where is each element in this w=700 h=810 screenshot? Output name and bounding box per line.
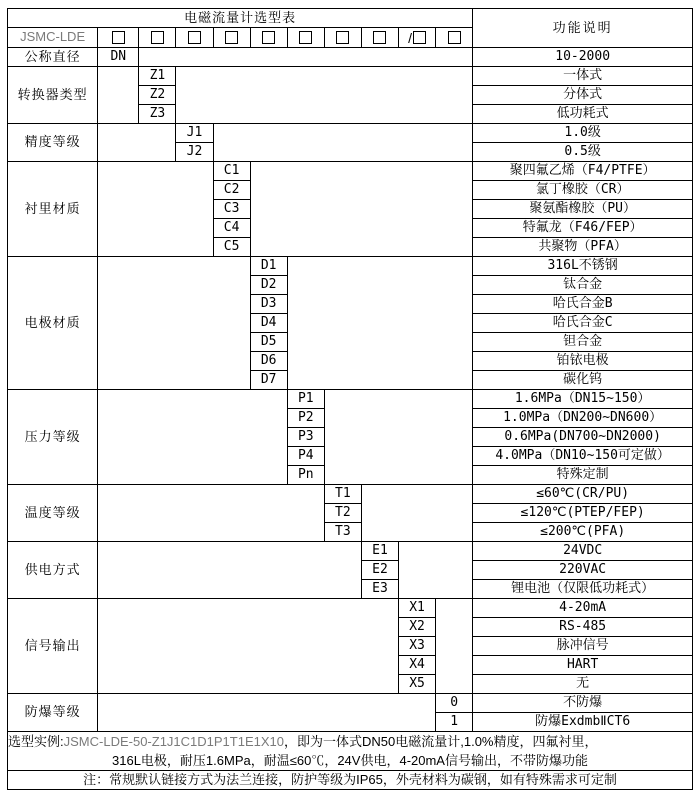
description-cell: 0.5级 xyxy=(473,142,693,161)
checkbox-icon xyxy=(299,31,312,44)
checkbox-icon xyxy=(225,31,238,44)
description-cell: 0.6MPa(DN700~DN2000) xyxy=(473,427,693,446)
description-cell: 4-20mA xyxy=(473,598,693,617)
code-box-cell xyxy=(361,28,398,48)
code-cell: C5 xyxy=(213,237,250,256)
spacer-cell xyxy=(98,693,436,731)
option-row xyxy=(8,598,693,617)
option-row xyxy=(8,693,693,712)
description-cell: 氯丁橡胶（CR） xyxy=(473,180,693,199)
code-box-cell xyxy=(98,28,139,48)
checkbox-icon xyxy=(448,31,461,44)
section-label: 公称直径 xyxy=(8,47,98,66)
code-box-cell xyxy=(176,28,213,48)
code-box-cell xyxy=(436,28,473,48)
option-row xyxy=(8,47,693,66)
description-cell: 分体式 xyxy=(473,85,693,104)
example-line-1 xyxy=(8,732,692,751)
code-box-cell xyxy=(399,28,436,48)
checkbox-icon xyxy=(262,31,275,44)
code-box-cell xyxy=(213,28,250,48)
description-cell: 共聚物（PFA） xyxy=(473,237,693,256)
slash-separator: / xyxy=(408,29,412,46)
example-line-2: 316L电极，耐压1.6MPa，耐温≤60℃，24V供电，4-20mA信号输出，不带防爆功能 xyxy=(112,752,588,768)
description-cell: 24VDC xyxy=(473,541,693,560)
description-cell: 聚四氟乙烯（F4/PTFE） xyxy=(473,161,693,180)
section-label: 防爆等级 xyxy=(8,693,98,731)
spacer-cell xyxy=(98,389,287,484)
code-cell: Z1 xyxy=(139,66,176,85)
checkbox-icon xyxy=(112,31,125,44)
description-cell: 无 xyxy=(473,674,693,693)
code-box-cell xyxy=(139,28,176,48)
description-cell: 脉冲信号 xyxy=(473,636,693,655)
description-cell: ≤200℃(PFA) xyxy=(473,522,693,541)
code-cell: J1 xyxy=(176,123,213,142)
code-cell: T1 xyxy=(324,484,361,503)
description-cell: 防爆ExdmbⅡCT6 xyxy=(473,712,693,731)
section-label: 温度等级 xyxy=(8,484,98,541)
description-cell: 特氟龙（F46/FEP） xyxy=(473,218,693,237)
code-cell: D2 xyxy=(250,275,287,294)
checkbox-icon xyxy=(188,31,201,44)
checkbox-icon xyxy=(336,31,349,44)
table-title: 电磁流量计选型表 xyxy=(8,9,473,28)
code-cell: J2 xyxy=(176,142,213,161)
description-cell: 钛合金 xyxy=(473,275,693,294)
option-row xyxy=(8,123,693,142)
description-cell: 聚氨酯橡胶（PU） xyxy=(473,199,693,218)
option-row xyxy=(8,66,693,85)
description-cell: 哈氏合金C xyxy=(473,313,693,332)
code-cell: D1 xyxy=(250,256,287,275)
option-row xyxy=(8,389,693,408)
code-cell: DN xyxy=(98,47,139,66)
description-cell: 10-2000 xyxy=(473,47,693,66)
spacer-cell xyxy=(399,541,473,598)
description-cell: 220VAC xyxy=(473,560,693,579)
code-cell: P2 xyxy=(287,408,324,427)
section-label: 精度等级 xyxy=(8,123,98,161)
description-cell: 碳化钨 xyxy=(473,370,693,389)
spacer-cell xyxy=(98,484,325,541)
section-label: 压力等级 xyxy=(8,389,98,484)
note-text: 注：常规默认链接方式为法兰连接，防护等级为IP65，外壳材料为碳钢，如有特殊需求可定制 xyxy=(8,770,693,789)
description-cell: 钽合金 xyxy=(473,332,693,351)
selection-example xyxy=(8,731,693,770)
code-cell: X3 xyxy=(399,636,436,655)
spacer-cell xyxy=(98,161,213,256)
code-cell: X1 xyxy=(399,598,436,617)
option-row xyxy=(8,541,693,560)
title-row xyxy=(8,9,693,28)
description-cell: 铂铱电极 xyxy=(473,351,693,370)
spacer-cell xyxy=(213,123,473,161)
option-row xyxy=(8,161,693,180)
section-label: 信号输出 xyxy=(8,598,98,693)
section-label: 供电方式 xyxy=(8,541,98,598)
code-cell: Z2 xyxy=(139,85,176,104)
code-cell: D6 xyxy=(250,351,287,370)
checkbox-icon xyxy=(373,31,386,44)
spacer-cell xyxy=(324,389,472,484)
code-cell: C1 xyxy=(213,161,250,180)
spacer-cell xyxy=(98,541,362,598)
code-box-cell xyxy=(287,28,324,48)
code-cell: T2 xyxy=(324,503,361,522)
checkbox-icon xyxy=(413,31,426,44)
description-cell: 1.0级 xyxy=(473,123,693,142)
code-cell: D5 xyxy=(250,332,287,351)
checkbox-icon xyxy=(151,31,164,44)
example-model-code: JSMC-LDE-50-Z1J1C1D1P1T1E1X10 xyxy=(63,733,284,749)
option-row xyxy=(8,256,693,275)
code-cell: D7 xyxy=(250,370,287,389)
code-cell: Pn xyxy=(287,465,324,484)
description-cell: 1.0MPa（DN200~DN600） xyxy=(473,408,693,427)
code-cell: C3 xyxy=(213,199,250,218)
section-label: 衬里材质 xyxy=(8,161,98,256)
code-cell: D4 xyxy=(250,313,287,332)
model-prefix: JSMC-LDE xyxy=(8,28,98,48)
description-cell: 低功耗式 xyxy=(473,104,693,123)
note-row xyxy=(8,770,693,789)
code-cell: T3 xyxy=(324,522,361,541)
spacer-cell xyxy=(287,256,473,389)
description-cell: ≤120℃(PTEP/FEP) xyxy=(473,503,693,522)
function-column-header: 功能说明 xyxy=(473,9,693,48)
code-box-cell xyxy=(324,28,361,48)
description-cell: 特殊定制 xyxy=(473,465,693,484)
spacer-cell xyxy=(139,47,473,66)
spacer-cell xyxy=(98,256,250,389)
spacer-cell xyxy=(98,123,176,161)
code-cell: 1 xyxy=(436,712,473,731)
option-row xyxy=(8,484,693,503)
code-cell: E1 xyxy=(361,541,398,560)
spacer-cell xyxy=(176,66,473,123)
code-cell: P4 xyxy=(287,446,324,465)
code-cell: C2 xyxy=(213,180,250,199)
code-cell: E2 xyxy=(361,560,398,579)
code-cell: D3 xyxy=(250,294,287,313)
description-cell: 锂电池（仅限低功耗式） xyxy=(473,579,693,598)
description-cell: ≤60℃(CR/PU) xyxy=(473,484,693,503)
code-cell: 0 xyxy=(436,693,473,712)
code-cell: E3 xyxy=(361,579,398,598)
description-cell: 哈氏合金B xyxy=(473,294,693,313)
code-box-cell xyxy=(250,28,287,48)
section-label: 转换器类型 xyxy=(8,66,98,123)
description-cell: RS-485 xyxy=(473,617,693,636)
code-cell: P3 xyxy=(287,427,324,446)
spacer-cell xyxy=(98,66,139,123)
selection-table xyxy=(7,8,693,790)
spacer-cell xyxy=(98,598,399,693)
description-cell: HART xyxy=(473,655,693,674)
example-description: ，即为一体式DN50电磁流量计,1.0%精度，四氟衬里， xyxy=(284,733,598,749)
description-cell: 1.6MPa（DN15~150） xyxy=(473,389,693,408)
spacer-cell xyxy=(250,161,473,256)
code-cell: X2 xyxy=(399,617,436,636)
example-row xyxy=(8,731,693,770)
code-cell: X5 xyxy=(399,674,436,693)
code-cell: C4 xyxy=(213,218,250,237)
description-cell: 不防爆 xyxy=(473,693,693,712)
code-cell: X4 xyxy=(399,655,436,674)
description-cell: 4.0MPa（DN10~150可定做） xyxy=(473,446,693,465)
description-cell: 一体式 xyxy=(473,66,693,85)
section-label: 电极材质 xyxy=(8,256,98,389)
spacer-cell xyxy=(361,484,472,541)
description-cell: 316L不锈钢 xyxy=(473,256,693,275)
code-cell: Z3 xyxy=(139,104,176,123)
example-label: 选型实例: xyxy=(8,733,64,749)
spacer-cell xyxy=(436,598,473,693)
code-cell: P1 xyxy=(287,389,324,408)
